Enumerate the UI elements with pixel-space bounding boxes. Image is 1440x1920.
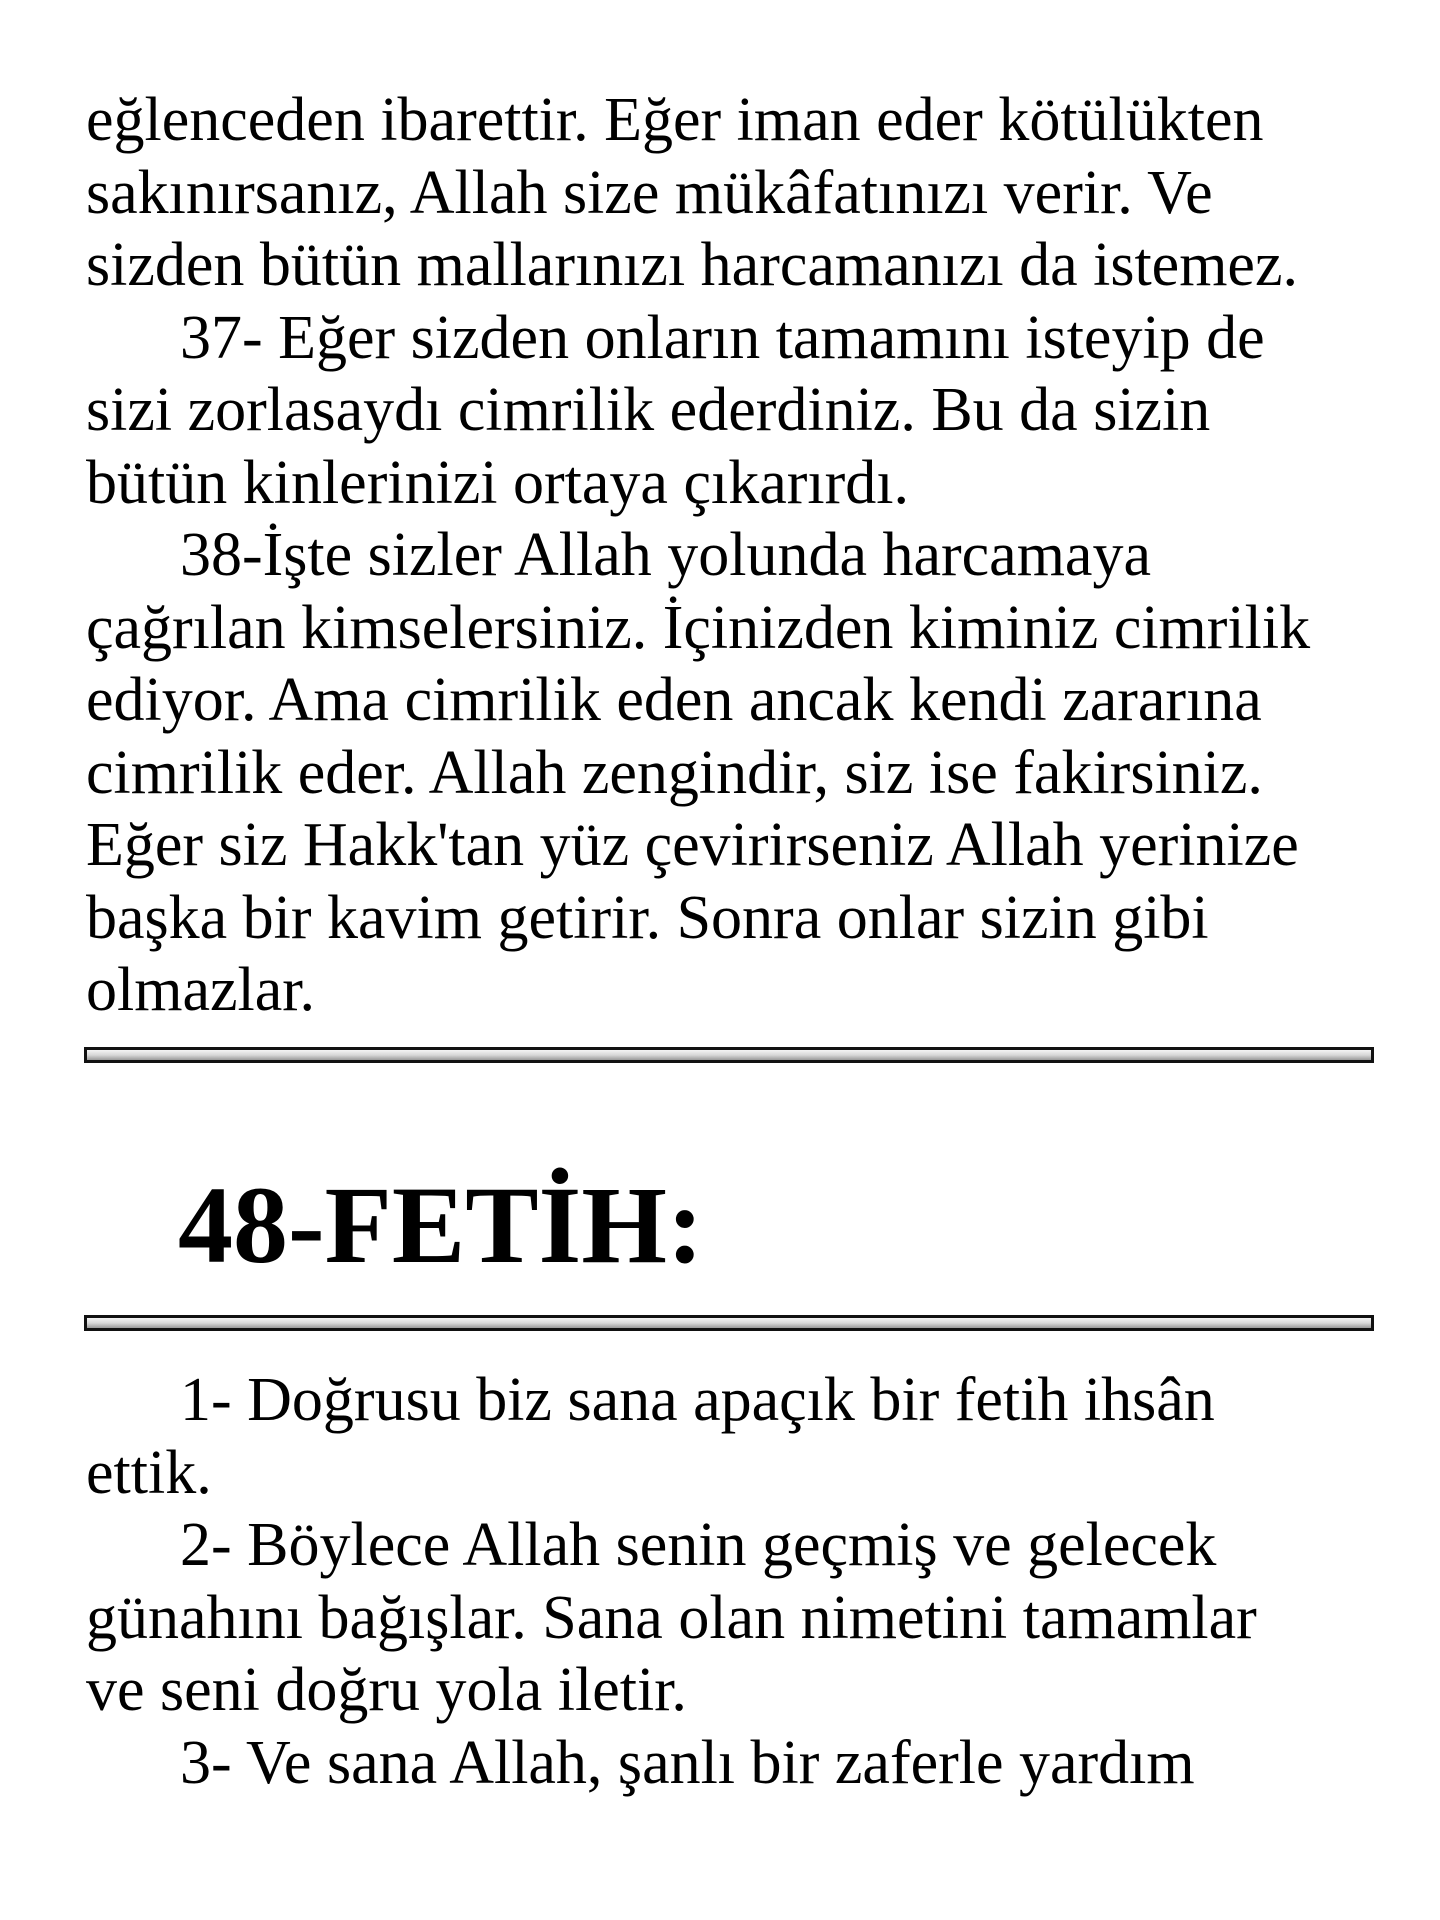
text-line: sizden bütün mallarınızı harcamanızı da istemez. (86, 231, 1298, 299)
verse-3-start: 3- Ve sana Allah, şanlı bir zaferle yardım (180, 1728, 1195, 1797)
text-line: olmazlar. (86, 956, 315, 1024)
verse-text-block-top (86, 84, 1386, 1027)
text-line: cimrilik eder. Allah zengindir, siz ise fakirsiniz. (86, 738, 1263, 807)
verse-text-block-bottom (86, 1364, 1386, 1799)
text-line: Eğer siz Hakk'tan yüz çevirirseniz Allah yerinize (86, 811, 1299, 879)
text-line: eğlenceden ibarettir. Eğer iman eder kötülükten (86, 86, 1264, 154)
verse-2-start: 2- Böylece Allah senin geçmiş ve gelecek (180, 1511, 1217, 1579)
text-line: ediyor. Ama cimrilik eden ancak kendi zararına (86, 666, 1262, 734)
section-divider-top (84, 1047, 1374, 1063)
verse-38-start: 38-İşte sizler Allah yolunda harcamaya (180, 521, 1151, 589)
text-line: sizi zorlasaydı cimrilik ederdiniz. Bu da sizin (86, 376, 1211, 444)
section-divider-bottom (84, 1315, 1374, 1331)
verse-37-start: 37- Eğer sizden onların tamamını isteyip de (180, 303, 1265, 372)
text-line: ve seni doğru yola iletir. (86, 1656, 687, 1724)
text-line: başka bir kavim getirir. Sonra onlar sizin gibi (86, 883, 1209, 952)
text-line: ettik. (86, 1438, 212, 1507)
text-line: günahını bağışlar. Sana olan nimetini tamamlar (86, 1583, 1257, 1652)
verse-1-start: 1- Doğrusu biz sana apaçık bir fetih ihsân (180, 1366, 1215, 1434)
text-line: çağrılan kimselersiniz. İçinizden kiminiz cimrilik (86, 593, 1311, 662)
surah-heading: 48-FETİH: (178, 1164, 704, 1286)
text-line: sakınırsanız, Allah size mükâfatınızı verir. Ve (86, 158, 1213, 227)
text-line: bütün kinlerinizi ortaya çıkarırdı. (86, 448, 909, 517)
